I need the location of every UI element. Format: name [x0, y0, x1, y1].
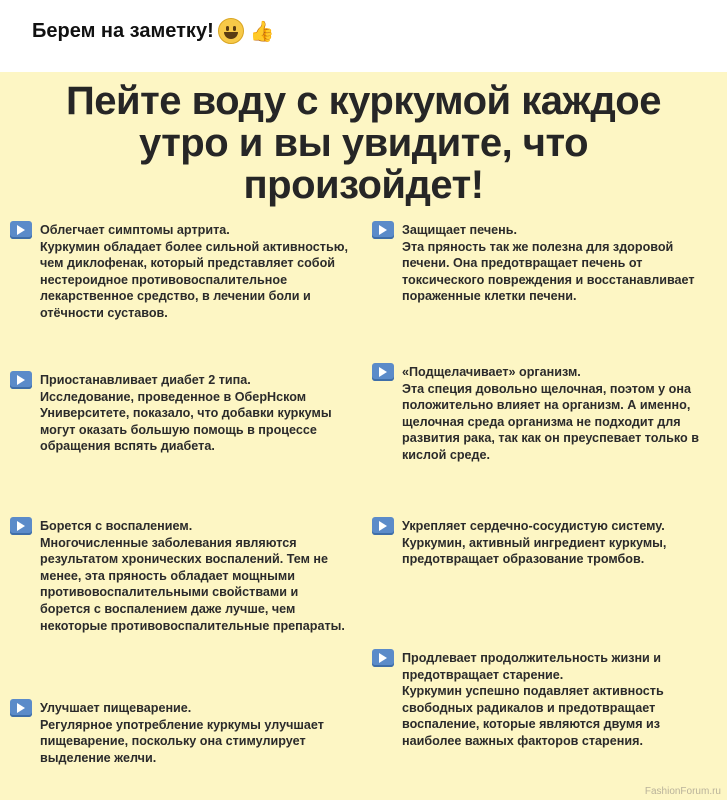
benefit-heading: «Подщелачивает» организм.	[402, 365, 581, 379]
poster-title	[0, 80, 727, 206]
benefit-text: Эта специя довольно щелочная, поэтом у она положительно влияет на организм. А именно, щелочная среда организма не подходит для развития рака, так как он преуспевает только в кислой среде.	[402, 381, 699, 462]
benefit-diabetes	[10, 372, 340, 455]
title-line-3: произойдет!	[243, 163, 484, 207]
benefit-text: Куркумин, активный ингредиент куркумы, предотвращает образование тромбов.	[402, 535, 667, 567]
watermark: FashionForum.ru	[644, 786, 721, 797]
arrow-icon	[10, 517, 32, 535]
post-caption	[32, 18, 275, 44]
caption-text: Берем на заметку!	[32, 19, 214, 42]
benefit-heading: Приостанавливает диабет 2 типа.	[40, 373, 251, 387]
benefit-alkalizing	[372, 364, 718, 464]
benefit-heading: Продлевает продолжительность жизни и предотвращает старение.	[402, 651, 662, 682]
benefit-text: Куркумин успешно подавляет активность свободных радикалов и предотвращает воспаление, которые являются двумя из наиболее важных факторов старения.	[402, 684, 664, 748]
benefit-heading: Улучшает пищеварение.	[40, 701, 192, 715]
arrow-icon	[10, 371, 32, 389]
turmeric-infographic	[0, 72, 727, 800]
benefit-inflammation	[10, 518, 348, 634]
arrow-icon	[372, 363, 394, 381]
benefit-heading: Укрепляет сердечно-сосудистую систему.	[402, 519, 665, 533]
thumbs-up-icon: 👍	[249, 19, 275, 43]
title-line-2: утро и вы увидите, что	[138, 121, 589, 165]
benefit-heading: Защищает печень.	[402, 223, 518, 237]
benefit-text: Регулярное употребление куркумы улучшает пищеварение, поскольку она стимулирует выделение желчи.	[40, 717, 324, 765]
benefit-longevity	[372, 650, 712, 750]
arrow-icon	[372, 517, 394, 535]
arrow-icon	[372, 649, 394, 667]
benefit-heading: Борется с воспалением.	[40, 519, 193, 533]
arrow-icon	[372, 221, 394, 239]
benefit-heading: Облегчает симптомы артрита.	[40, 223, 230, 237]
smiling-face-icon	[218, 18, 244, 44]
post-header	[0, 0, 727, 72]
arrow-icon	[10, 699, 32, 717]
arrow-icon	[10, 221, 32, 239]
title-line-1: Пейте воду с куркумой каждое	[66, 79, 661, 123]
benefit-arthritis	[10, 222, 348, 322]
benefit-text: Эта пряность так же полезна для здоровой печени. Она предотвращает печень от токсического повреждения и восстанавливает пораженные клетки печени.	[402, 239, 695, 304]
benefit-liver	[372, 222, 712, 305]
benefit-text: Куркумин обладает более сильной активностью, чем диклофенак, который представляет собой нестероидное противовоспалительное лекарственное средство, в лечении боли и отёчности суставов.	[40, 239, 348, 320]
benefit-text: Исследование, проведенное в ОберНском Университете, показало, что добавки куркумы могут оказать большую помощь в процессе обращения вспять диабета.	[40, 389, 332, 454]
benefit-text: Многочисленные заболевания являются результатом хронических воспалений. Тем не менее, эта пряность обладает мощными противовоспалительными свойствами и борется с воспалением даже лучше, чем некоторые противовоспалительные препараты.	[40, 535, 345, 633]
benefit-cardiovascular	[372, 518, 712, 568]
benefit-digestion	[10, 700, 340, 766]
